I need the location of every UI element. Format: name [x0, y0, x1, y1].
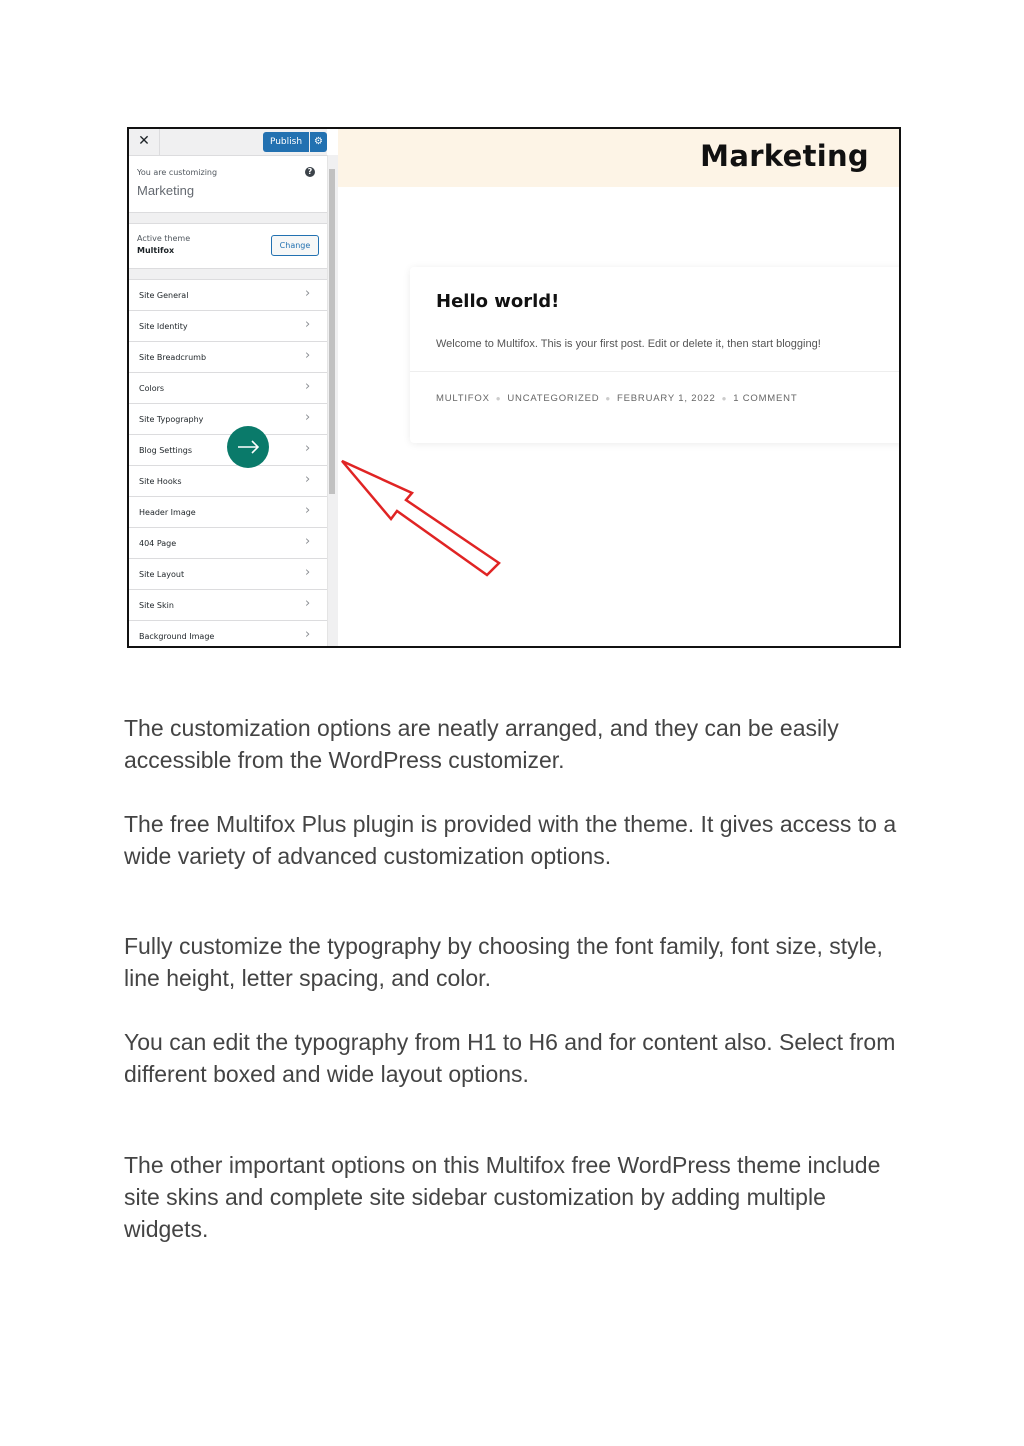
- customizer-panel: [129, 129, 327, 646]
- menu-item-label: Site Layout: [139, 570, 185, 579]
- menu-item[interactable]: [129, 373, 327, 404]
- menu-item[interactable]: [129, 621, 327, 646]
- menu-item-label: Site Typography: [139, 415, 204, 424]
- menu-item-label: Site Hooks: [139, 477, 182, 486]
- meta-date[interactable]: FEBRUARY 1, 2022: [617, 393, 716, 404]
- annotation-arrow-icon: [339, 459, 509, 579]
- paragraph: The free Multifox Plus plugin is provided with the theme. It gives access to a wide variety of advanced customization options.: [124, 811, 897, 869]
- help-icon[interactable]: ?: [305, 167, 315, 177]
- menu-item-label: Colors: [139, 384, 165, 393]
- chevron-right-icon: ›: [305, 317, 311, 332]
- active-theme-name: Multifox: [137, 246, 175, 255]
- post-divider: [410, 371, 901, 372]
- chevron-right-icon: ›: [305, 596, 311, 611]
- active-theme-section: [129, 223, 327, 269]
- post-card: [410, 267, 901, 443]
- menu-item[interactable]: [129, 280, 327, 311]
- gear-icon[interactable]: ⚙: [310, 132, 327, 152]
- post-meta: [436, 393, 797, 404]
- paragraph: You can edit the typography from H1 to H6 and for content also. Select from different boxed and wide layout options.: [124, 1029, 896, 1087]
- site-header: [338, 129, 899, 187]
- chevron-right-icon: ›: [305, 348, 311, 363]
- chevron-right-icon: ›: [305, 286, 311, 301]
- menu-item-label: Header Image: [139, 508, 196, 517]
- menu-item[interactable]: [129, 590, 327, 621]
- publish-button[interactable]: Publish: [263, 132, 309, 152]
- meta-separator: ●: [605, 394, 612, 403]
- paragraph: The customization options are neatly arranged, and they can be easily accessible from the WordPress customizer.: [124, 715, 839, 773]
- chevron-right-icon: ›: [305, 410, 311, 425]
- menu-item[interactable]: [129, 342, 327, 373]
- menu-item-label: Background Image: [139, 632, 215, 641]
- menu-item[interactable]: [129, 559, 327, 590]
- customizing-label: You are customizing: [137, 168, 218, 177]
- menu-item[interactable]: [129, 466, 327, 497]
- chevron-right-icon: ›: [305, 379, 311, 394]
- chevron-right-icon: ›: [305, 472, 311, 487]
- chevron-right-icon: ›: [305, 503, 311, 518]
- menu-item-label: Site Breadcrumb: [139, 353, 207, 362]
- site-name: Marketing: [137, 183, 195, 198]
- menu-item-label: Site General: [139, 291, 189, 300]
- customizing-info: [129, 156, 327, 213]
- menu-item-label: Site Identity: [139, 322, 188, 331]
- scrollbar-thumb[interactable]: [329, 169, 335, 494]
- customizer-topbar: [129, 129, 327, 156]
- meta-category[interactable]: UNCATEGORIZED: [507, 393, 600, 404]
- meta-author[interactable]: MULTIFOX: [436, 393, 490, 404]
- menu-item-label: 404 Page: [139, 539, 177, 548]
- meta-separator: ●: [495, 394, 502, 403]
- active-theme-label: Active theme: [137, 234, 191, 243]
- menu-item[interactable]: [129, 528, 327, 559]
- menu-item-label: Blog Settings: [139, 446, 193, 455]
- post-title[interactable]: Hello world!: [436, 291, 560, 312]
- chevron-right-icon: ›: [305, 534, 311, 549]
- chevron-right-icon: ›: [305, 627, 311, 642]
- chevron-right-icon: ›: [305, 441, 311, 456]
- change-theme-button[interactable]: Change: [271, 235, 319, 256]
- read-more-button[interactable]: [227, 426, 269, 468]
- chevron-right-icon: ›: [305, 565, 311, 580]
- paragraph: Fully customize the typography by choosing the font family, font size, style, line height, letter spacing, and color.: [124, 933, 883, 991]
- arrow-right-icon: [227, 426, 269, 468]
- menu-item[interactable]: [129, 311, 327, 342]
- meta-separator: ●: [721, 394, 728, 403]
- site-title[interactable]: Marketing: [700, 139, 869, 173]
- close-icon[interactable]: ✕: [129, 129, 160, 155]
- post-excerpt: Welcome to Multifox. This is your first post. Edit or delete it, then start blogging!: [436, 338, 821, 350]
- meta-comments[interactable]: 1 COMMENT: [733, 393, 798, 404]
- menu-item[interactable]: [129, 497, 327, 528]
- customizer-screenshot: [127, 127, 901, 648]
- paragraph: The other important options on this Multifox free WordPress theme include site skins and complete site sidebar customization by adding multiple widgets.: [124, 1152, 881, 1242]
- menu-item-label: Site Skin: [139, 601, 174, 610]
